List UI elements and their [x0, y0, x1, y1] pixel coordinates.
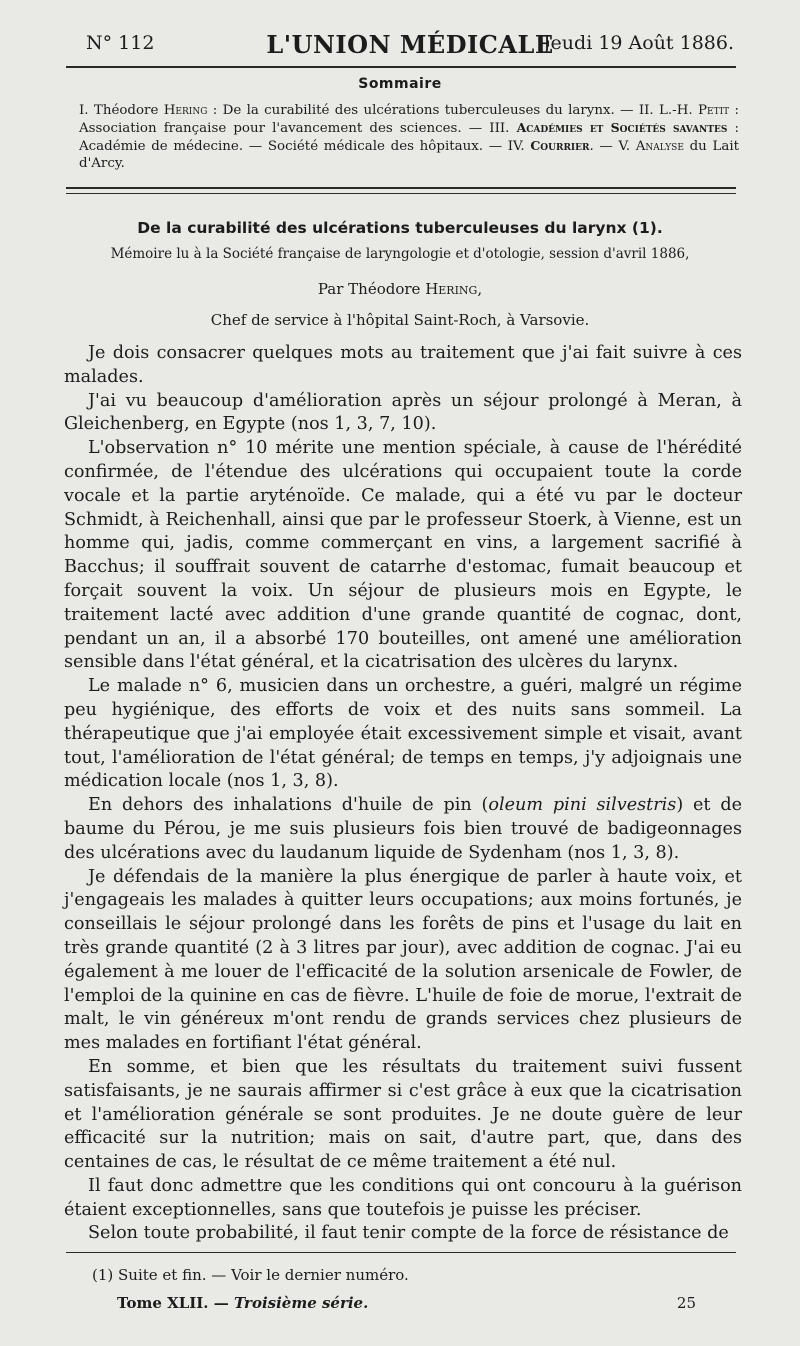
paragraph: Selon toute probabilité, il faut tenir compte de la force de résistance de [88, 1223, 729, 1244]
issue-number: N° 112 [86, 32, 155, 54]
paragraph: En somme, et bien que les résultats du traitement suivi fussent satisfaisants, je ne saurais affirmer si c'est grâce à eux que la cicatrisation et l'amélioration générale se sont produites. Je ne doute guère de leur efficacité sur la nutrition; mais on sait, d'autre part, que, dans des centaines de cas, le résultat de ce même traitement a été nul. [64, 1056, 742, 1173]
paragraph: J'ai vu beaucoup d'amélioration après un séjour prolongé à Meran, à Gleichenberg, en Egypte (nos 1, 3, 7, 10). [64, 390, 742, 435]
paragraph: Le malade n° 6, musicien dans un orchestre, a guéri, malgré un régime peu hygiénique, des efforts de voix et des nuits sans sommeil. La thérapeutique que j'ai employée était excessivement simple et visait, avant tout, l'amélioration de l'état général; de temps en temps, j'y adjoignais une médication locale (nos 1, 3, 8). [64, 676, 742, 792]
article-subtitle: Mémoire lu à la Société française de laryngologie et d'otologie, session d'avril 1886, [110, 246, 690, 262]
article-affiliation: Chef de service à l'hôpital Saint-Roch, à Varsovie. [210, 311, 590, 329]
journal-title: L'UNION MÉDICALE [266, 30, 554, 59]
paragraph: En dehors des inhalations d'huile de pin (oleum pini silvestris) et de baume du Pérou, je me suis plusieurs fois bien trouvé de badigeonnages des ulcérations avec du laudanum liquide de Sydenham (nos 1, 3, 8). [64, 795, 742, 863]
article-body [64, 342, 742, 1246]
article-author: Par Théodore Hering, [317, 280, 483, 298]
page-header [86, 28, 734, 64]
sommaire-body: I. Théodore Hering : De la curabilité des ulcérations tuberculeuses du larynx. — II. L.-H. Petit : Association française pour l'avancement des sciences. — III. Académies et Sociétés savantes : Académie de médecine. — Société médicale des hôpitaux. — IV. Courrier. — V. Analyse du Lait d'Arcy. [79, 103, 739, 171]
paragraph: Je défendais de la manière la plus énergique de parler à haute voix, et j'engageais les malades à quitter leurs occupations; aux moins fortunés, je conseillais le séjour prolongé dans les forêts de pins et l'usage du lait en très grande quantité (2 à 3 litres par jour), avec addition de cognac. J'ai eu également à me louer de l'efficacité de la solution arsenicale de Fowler, de l'emploi de la quinine en cas de fièvre. L'huile de foie de morue, l'extrait de malt, le vin généreux m'ont rendu de grands services chez plusieurs de mes malades en fortifiant l'état général. [64, 866, 742, 1054]
page-number: 25 [676, 1294, 696, 1312]
footnote: (1) Suite et fin. — Voir le dernier numéro. [92, 1266, 409, 1284]
article-title: De la curabilité des ulcérations tuberculeuses du larynx (1). [137, 219, 663, 237]
footnote-rule [66, 1252, 736, 1253]
issue-date: Jeudi 19 Août 1886. [542, 32, 734, 54]
header-rule [66, 66, 736, 68]
paragraph: L'observation n° 10 mérite une mention spéciale, à cause de l'hérédité confirmée, de l'étendue des ulcérations qui occupaient toute la corde vocale et la partie aryténoïde. Ce malade, qui a été vu par le docteur Schmidt, à Reichenhall, ainsi que par le professeur Stoerk, à Vienne, est un homme qui, jadis, comme commerçant en vins, a largement sacrifié à Bacchus; il souffrait souvent de catarrhe d'estomac, fumait beaucoup et forçait souvent la voix. Un séjour de plusieurs mois en Egypte, le traitement lacté avec addition d'une grande quantité de cognac, dont, pendant un an, il a absorbé 170 bouteilles, ont amené une amélioration sensible dans l'état général, et la cicatrisation des ulcères du larynx. [64, 438, 742, 673]
sommaire-rule [66, 187, 736, 189]
sommaire-title: Sommaire [358, 76, 442, 92]
paragraph: Je dois consacrer quelques mots au traitement que j'ai fait suivre à ces malades. [64, 343, 742, 387]
paragraph: Il faut donc admettre que les conditions qui ont concouru à la guérison étaient exceptionnelles, sans que toutefois je puisse les préciser. [64, 1175, 742, 1220]
footer-volume: Tome XLII. — Troisième série. [117, 1294, 369, 1312]
sommaire-rule-thin [66, 193, 736, 194]
